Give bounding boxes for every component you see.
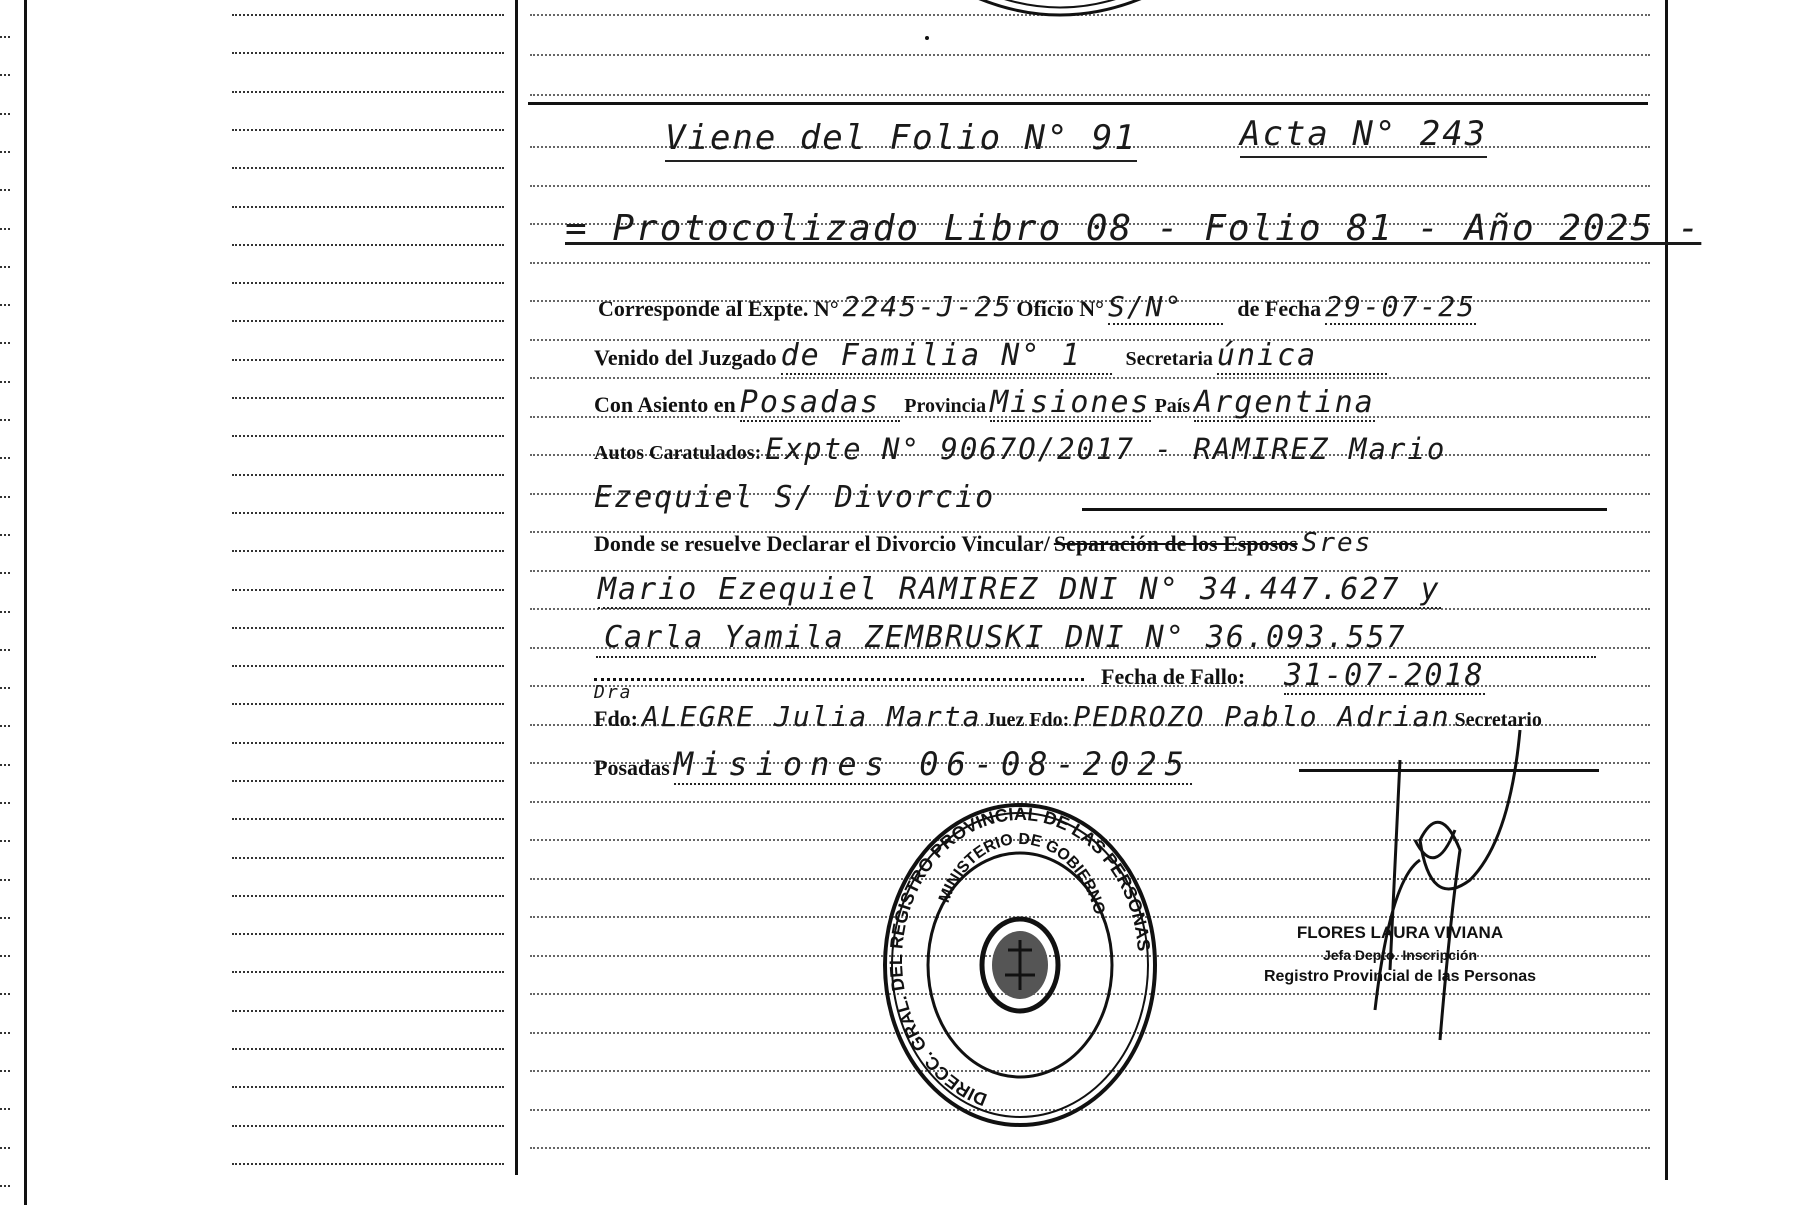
edge-dot-line [0, 955, 10, 957]
juzgado-value: de Familia N° 1 [781, 338, 1112, 375]
edge-dot-line [0, 496, 10, 498]
asiento-label: Con Asiento en [594, 392, 736, 417]
edge-dot-line [0, 649, 10, 651]
edge-dot-line [0, 840, 10, 842]
asiento-value: Posadas [740, 385, 900, 422]
edge-dot-line [0, 534, 10, 536]
fecha-label: de Fecha [1237, 296, 1322, 321]
secretario-value: PEDROZO Pablo Adrian [1073, 700, 1451, 733]
left-ruled-line [232, 206, 504, 208]
signer-name: FLORES LAURA VIVIANA [1296, 923, 1504, 942]
left-ruled-line [232, 91, 504, 93]
edge-dot-line [0, 342, 10, 344]
edge-dot-line [0, 1147, 10, 1149]
left-ruled-line [232, 895, 504, 897]
oficio-value: S/N° [1108, 290, 1223, 325]
fdo-value: ALEGRE Julia Marta [642, 700, 982, 733]
edge-dot-line [0, 151, 10, 153]
provincia-label: Provincia [904, 395, 987, 417]
right-ruled-line [530, 1147, 1650, 1149]
left-border-line [24, 0, 27, 1205]
right-ruled-line [530, 262, 1650, 264]
edge-dot-line [0, 228, 10, 230]
right-border-line [1665, 0, 1668, 1180]
left-ruled-line [232, 703, 504, 705]
column-divider-line [515, 0, 518, 1175]
left-ruled-line [232, 665, 504, 667]
left-ruled-line [232, 52, 504, 54]
row-spouse-1 [598, 572, 1618, 614]
viene-folio-text: Viene del Folio N° 91 [665, 118, 1137, 162]
row-corresponde [598, 290, 1608, 328]
edge-dot-line [0, 189, 10, 191]
left-ruled-line [232, 435, 504, 437]
left-ruled-line [232, 550, 504, 552]
left-ruled-line [232, 933, 504, 935]
left-ruled-line [232, 474, 504, 476]
expte-value: 2245-J-25 [842, 290, 1013, 323]
protocolizado-text: = Protocolizado Libro 08 - Folio 81 - Año 2025 - [565, 208, 1702, 249]
pais-label: País [1154, 395, 1191, 417]
posadas-label: Posadas [594, 755, 670, 780]
edge-dot-line [0, 266, 10, 268]
left-ruled-line [232, 818, 504, 820]
secretario-label: Secretario [1454, 709, 1542, 731]
seal-outer-text: DIRECC. GRAL. DEL REGISTRO PROVINCIAL DE LAS PERSONAS [886, 803, 1154, 1110]
left-ruled-line [232, 857, 504, 859]
row-autos-2 [594, 480, 1614, 520]
signer-title: Jefa Depto. Inscripción [1322, 947, 1478, 963]
row-venido [594, 338, 1604, 376]
left-ruled-line [232, 627, 504, 629]
edge-dot-line [0, 917, 10, 919]
left-ruled-line [232, 1048, 504, 1050]
left-ruled-line [232, 742, 504, 744]
autos-value-1: Expte N° 9067O/2017 - RAMIREZ Mario [765, 432, 1447, 466]
fecha-value: 29-07-25 [1325, 290, 1476, 323]
row-donde [594, 528, 1634, 566]
right-ruled-line [530, 377, 1650, 379]
spouse-1: Mario Ezequiel RAMIREZ DNI N° 34.447.627 y [598, 572, 1441, 607]
edge-dot-line [0, 687, 10, 689]
fecha-fallo-label: Fecha de Fallo: [1101, 664, 1246, 689]
autos-label: Autos Caratulados: [594, 442, 762, 464]
juez-label: Juez Fdo: [985, 709, 1070, 731]
row-fallo [594, 658, 1634, 704]
posadas-value: Misiones 06-08-2025 [673, 745, 1192, 783]
row-asiento [594, 385, 1624, 423]
left-ruled-line [232, 1125, 504, 1127]
left-ruled-line [232, 512, 504, 514]
corresponde-label: Corresponde al Expte. N° [598, 296, 839, 321]
donde-strike: Separación de los Esposos [1053, 531, 1298, 556]
right-ruled-line [530, 94, 1650, 96]
fdo-label: Fdo: [594, 706, 638, 731]
venido-label: Venido del Juzgado [594, 345, 777, 370]
left-ruled-line [232, 244, 504, 246]
edge-dot-line [0, 304, 10, 306]
left-ruled-line [232, 129, 504, 131]
left-ruled-line [232, 780, 504, 782]
row-spouse-2 [604, 620, 1604, 662]
edge-dot-line [0, 381, 10, 383]
acta-text: Acta N° 243 [1240, 114, 1487, 158]
left-ruled-line [232, 14, 504, 16]
signature-stamp-block [1250, 922, 1550, 988]
edge-dot-line [0, 993, 10, 995]
left-ruled-line [232, 282, 504, 284]
header-rule [528, 102, 1648, 105]
left-ruled-line [232, 1163, 504, 1165]
secretaria-value: única [1217, 338, 1387, 375]
edge-dot-line [0, 725, 10, 727]
left-ruled-line [232, 320, 504, 322]
left-ruled-line [232, 359, 504, 361]
right-ruled-line [530, 54, 1650, 56]
edge-dot-line [0, 611, 10, 613]
edge-dot-line [0, 879, 10, 881]
row-autos [594, 432, 1624, 470]
dra-label: Dra [594, 682, 633, 703]
left-ruled-line [232, 589, 504, 591]
left-ruled-line [232, 1086, 504, 1088]
pais-value: Argentina [1194, 385, 1375, 420]
edge-dot-line [0, 1185, 10, 1187]
left-ruled-line [232, 1010, 504, 1012]
edge-dot-line [0, 802, 10, 804]
spouse-2: Carla Yamila ZEMBRUSKI DNI N° 36.093.557 [604, 620, 1407, 655]
edge-dot-line [0, 457, 10, 459]
edge-dot-line [0, 36, 10, 38]
fecha-fallo-value: 31-07-2018 [1284, 658, 1485, 693]
edge-dot-line [0, 419, 10, 421]
top-stamp-fragment [950, 0, 1170, 30]
edge-dot-line [0, 1108, 10, 1110]
donde-value: Sres [1301, 528, 1373, 558]
provincia-value: Misiones [990, 385, 1151, 420]
official-seal [880, 800, 1160, 1130]
handwritten-signature [1360, 720, 1550, 1050]
left-ruled-line [232, 971, 504, 973]
autos-underline [1082, 508, 1607, 511]
left-ruled-line [232, 397, 504, 399]
edge-dot-line [0, 1070, 10, 1072]
edge-dot-line [0, 572, 10, 574]
top-dot [925, 36, 929, 40]
dra-underline [594, 678, 1084, 681]
edge-dot-line [0, 113, 10, 115]
edge-dot-line [0, 74, 10, 76]
oficio-label: Oficio N° [1016, 296, 1104, 321]
autos-value-2: Ezequiel S/ Divorcio [594, 480, 996, 515]
left-ruled-line [232, 167, 504, 169]
right-ruled-line [530, 185, 1650, 187]
donde-label: Donde se resuelve Declarar el Divorcio Vincular/ [594, 531, 1050, 556]
seal-inner-text: MINISTERIO DE GOBIERNO [936, 830, 1108, 917]
signer-office: Registro Provincial de las Personas [1263, 968, 1537, 985]
secretaria-label: Secretaria [1125, 348, 1213, 370]
edge-dot-line [0, 1032, 10, 1034]
edge-dot-line [0, 764, 10, 766]
